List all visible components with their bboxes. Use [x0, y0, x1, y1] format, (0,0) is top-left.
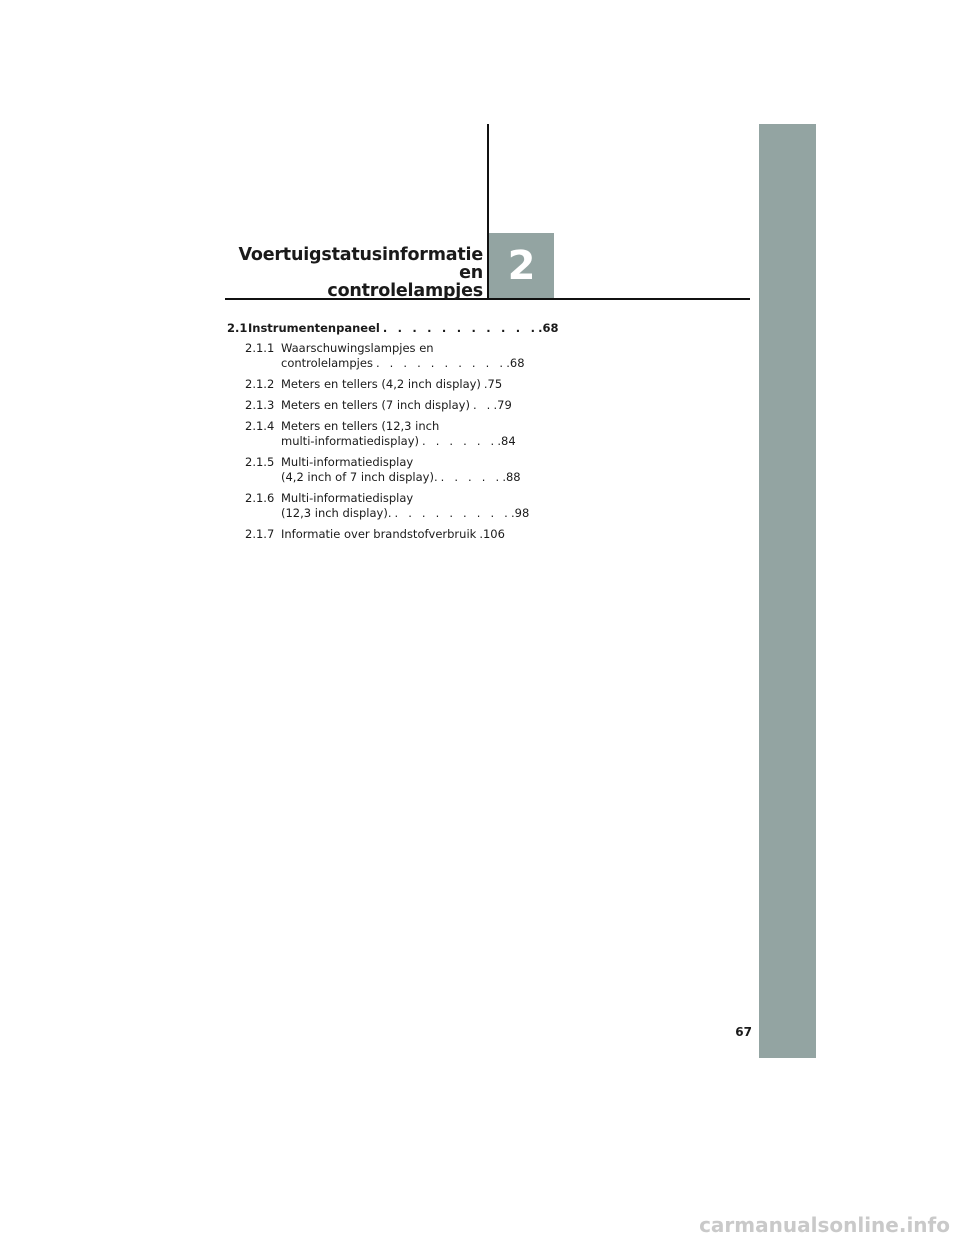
toc-item-title-line2: multi-informatiedisplay): [281, 434, 419, 448]
table-of-contents: [227, 321, 559, 548]
toc-item[interactable]: [227, 491, 530, 521]
toc-leader: . . . . . . . . .: [394, 506, 512, 520]
toc-item-title-line2: (4,2 inch of 7 inch display).: [281, 470, 438, 484]
chapter-title-line1: Voertuigstatusinformatie en: [238, 245, 483, 283]
chapter-number: 2: [507, 242, 536, 289]
toc-item-title-line1: Multi-informatiedisplay: [281, 455, 414, 469]
toc-item-number: 2.1.4: [245, 419, 275, 433]
toc-item-number: 2.1.3: [245, 398, 275, 412]
chapter-number-box: [489, 233, 554, 298]
toc-item-number: 2.1.7: [245, 527, 275, 541]
toc-item-title-line1: Meters en tellers (12,3 inch: [281, 419, 440, 433]
toc-leader: . . . . . .: [421, 434, 498, 448]
toc-item-number: 2.1.2: [245, 377, 275, 391]
toc-item-title-line1: Multi-informatiedisplay: [281, 491, 414, 505]
toc-item-title: Meters en tellers (7 inch display): [281, 398, 470, 412]
toc-item-title-line2: controlelampjes: [281, 356, 373, 370]
toc-item[interactable]: [227, 341, 525, 371]
toc-item[interactable]: [227, 419, 516, 449]
toc-item-page: .88: [502, 470, 521, 484]
chapter-title: [225, 246, 483, 300]
toc-item-page: .68: [506, 356, 525, 370]
page-number: 67: [735, 1025, 752, 1039]
toc-item-page: .75: [483, 377, 503, 391]
toc-item-number: 2.1.5: [245, 455, 275, 469]
toc-item[interactable]: [227, 398, 512, 413]
toc-item-page: .98: [511, 506, 530, 520]
toc-item-title: Meters en tellers (4,2 inch display): [281, 377, 481, 391]
toc-item-title-line2: (12,3 inch display).: [281, 506, 392, 520]
toc-item[interactable]: [227, 527, 505, 542]
toc-item-title-line1: Waarschuwingslampjes en: [281, 341, 434, 355]
toc-item-title: Informatie over brandstofverbruik: [281, 527, 477, 541]
toc-item-number: 2.1.6: [245, 491, 275, 505]
chapter-title-line2: controlelampjes: [327, 281, 483, 301]
watermark: carmanualsonline.info: [699, 1213, 950, 1237]
toc-item-page: .84: [497, 434, 516, 448]
toc-section[interactable]: [227, 321, 559, 336]
toc-item-page: .79: [493, 398, 512, 412]
toc-leader: . . . . . . . . . .: [375, 356, 507, 370]
toc-leader: . .: [472, 398, 494, 412]
toc-leader: . . . . .: [440, 470, 503, 484]
toc-item-number: 2.1.1: [245, 341, 275, 355]
toc-section-number: 2.1: [227, 321, 248, 335]
side-tab: [759, 124, 816, 1058]
toc-section-title: Instrumentenpaneel: [248, 321, 380, 335]
toc-item[interactable]: [227, 377, 503, 392]
toc-item[interactable]: [227, 455, 521, 485]
toc-section-page: .68: [538, 321, 559, 335]
toc-item-page: .106: [479, 527, 505, 541]
toc-leader: . . . . . . . . . . .: [382, 321, 539, 335]
